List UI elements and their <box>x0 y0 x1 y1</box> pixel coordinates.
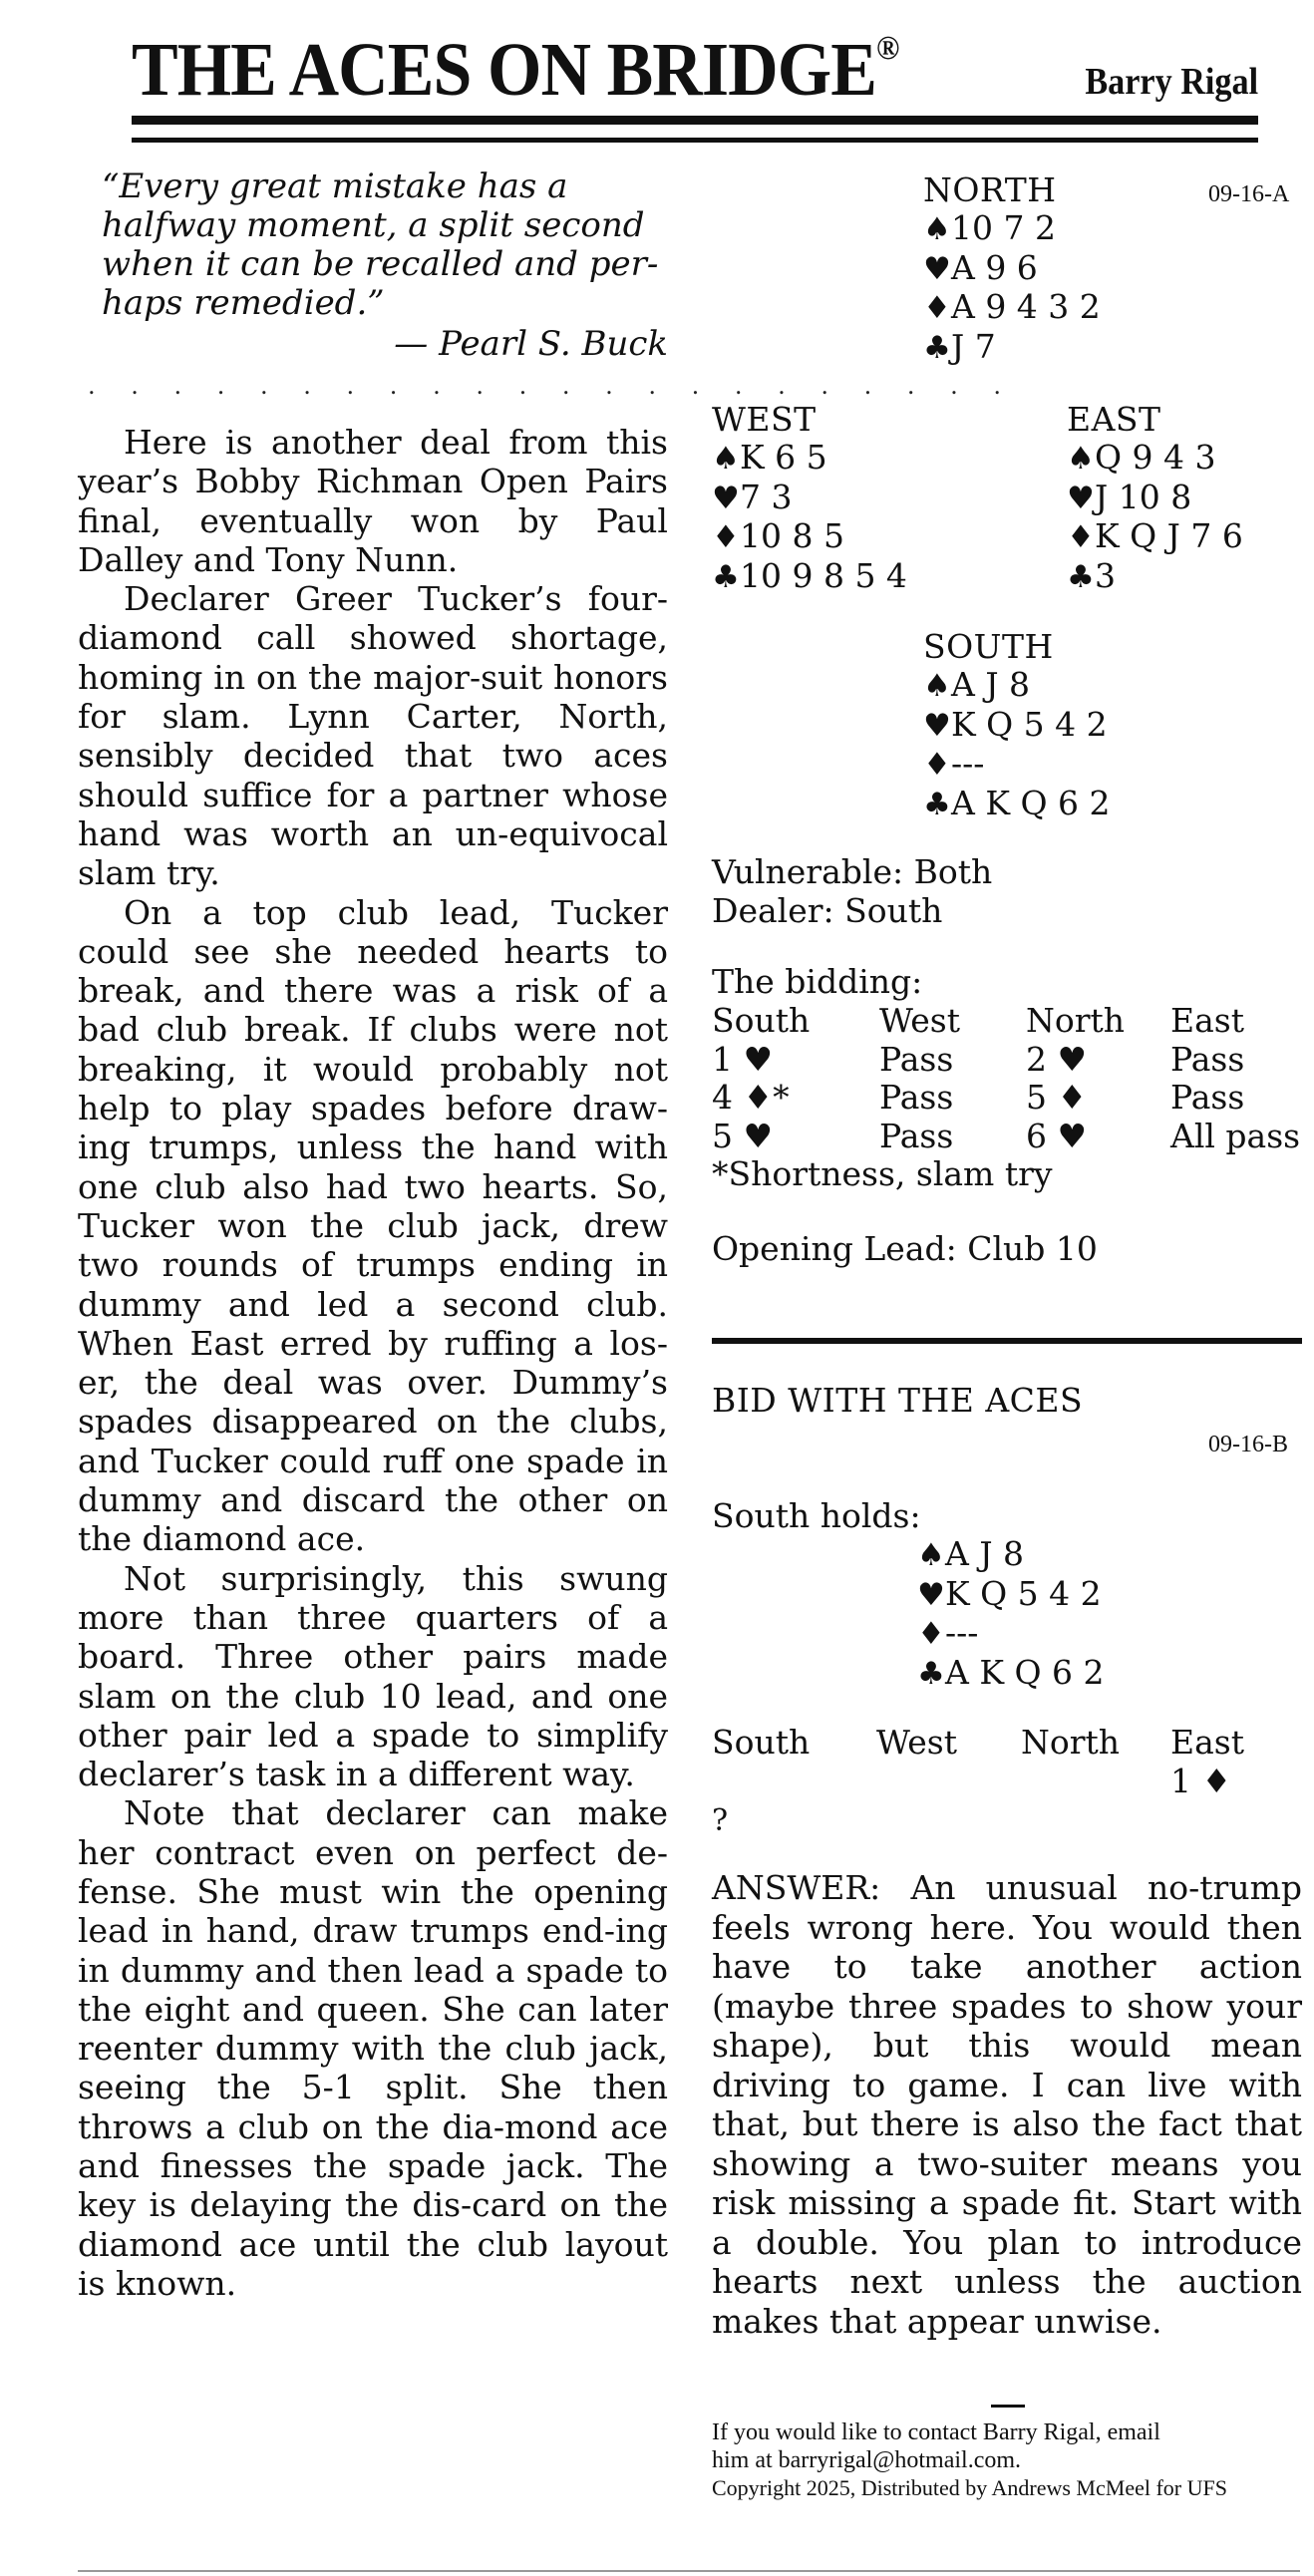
hearts-holding <box>712 479 907 518</box>
spades-holding <box>917 1535 1105 1575</box>
spades-holding <box>712 439 907 479</box>
quote-line: “Every great mistake has a <box>102 166 568 206</box>
diamond-icon: ♦ <box>917 1616 945 1652</box>
clubs-holding <box>917 1654 1105 1694</box>
auction-east-bid: 1 ♦ <box>1170 1761 1232 1800</box>
heart-icon: ♥ <box>923 707 951 744</box>
answer-text: ANSWER: An unusual no-trump feels wrong here. You would then have to take another action (maybe three spades to show your shape), but this would mean driving to game. I can live with that, but there is also the fact that showing a two-suiter means you risk missing a spade fit. Start with a double. You plan to introduce hearts next unless the auction makes that appear unwise. <box>712 1868 1302 2341</box>
column-title <box>132 28 899 112</box>
heart-icon: ♥ <box>917 1576 945 1613</box>
article-paragraph: Here is another deal from this year’s Bobby Richman Open Pairs final, eventually won by Paul Dalley and Tony Nunn. <box>78 423 668 579</box>
hand-label-south: SOUTH <box>923 627 1054 666</box>
bid-cell: Pass <box>879 1039 954 1079</box>
club-icon: ♣ <box>923 786 951 822</box>
hearts-holding <box>923 706 1111 746</box>
spade-icon: ♠ <box>917 1537 945 1573</box>
hand-label-west: WEST <box>712 400 817 439</box>
columnist-name: Barry Rigal <box>1085 61 1258 103</box>
hand-label-north: NORTH <box>923 170 1057 209</box>
diamonds-holding <box>923 745 1111 785</box>
footer <box>712 2418 1310 2502</box>
quote-line: halfway moment, a split second <box>102 205 645 245</box>
club-icon: ♣ <box>923 329 951 366</box>
bidding-header-cell: South <box>712 1001 811 1040</box>
auction-question: ? <box>712 1803 729 1838</box>
quote-attribution: — Pearl S. Buck <box>394 324 668 364</box>
north-hearts: A 9 6 <box>951 247 1038 287</box>
south-hand <box>923 628 1111 823</box>
auction-header-cell: East <box>1170 1723 1244 1762</box>
south-hearts: K Q 5 4 2 <box>951 704 1108 744</box>
north-spades: 10 7 2 <box>951 208 1056 247</box>
column-title-text: THE ACES ON BRIDGE <box>132 28 876 112</box>
bidding-header-cell: North <box>1026 1001 1126 1040</box>
west-hearts: 7 3 <box>740 477 793 516</box>
spade-icon: ♠ <box>923 211 951 247</box>
article-paragraph: Note that declarer can make her contract even on perfect de-fense. She must win the opening lead in hand, draw trumps end-ing in dummy and then lead a spade to the eight and queen. She can later reenter dummy with the club jack, seeing the 5-1 split. She then throws a club on the dia-mond ace and finesses the spade jack. The key is delaying the dis-card on the diamond ace until the club layout is known. <box>78 1793 668 2303</box>
auction-row <box>712 1762 1302 1800</box>
west-diamonds: 10 8 5 <box>740 516 844 555</box>
answer-end-rule <box>991 2405 1025 2408</box>
hearts-holding <box>1067 479 1243 518</box>
auction-table <box>712 1723 1302 1842</box>
club-icon: ♣ <box>1067 558 1095 595</box>
registered-mark: ® <box>875 30 899 67</box>
spade-icon: ♠ <box>1067 441 1095 477</box>
heart-icon: ♥ <box>1067 480 1095 516</box>
vulnerability: Vulnerable: Both <box>712 852 993 891</box>
clubs-holding <box>923 328 1101 368</box>
south-clubs: A K Q 6 2 <box>951 783 1111 822</box>
masthead <box>132 22 1258 112</box>
spade-icon: ♠ <box>712 441 740 477</box>
bidding-label: The bidding: <box>712 962 923 1001</box>
bidding-header-cell: West <box>879 1001 960 1040</box>
north-clubs: J 7 <box>951 326 996 366</box>
diamonds-holding <box>712 517 907 557</box>
contact-line: him at barryrigal@hotmail.com. <box>712 2447 1022 2473</box>
bid-cell: 6 ♥ <box>1026 1116 1088 1155</box>
epigraph-quote <box>78 167 668 323</box>
problem-diamonds: --- <box>945 1613 979 1652</box>
spades-holding <box>923 209 1101 249</box>
south-holds-label: South holds: <box>712 1496 921 1535</box>
diamonds-holding <box>923 288 1101 328</box>
diamond-icon: ♦ <box>923 290 951 326</box>
auction-header-cell: South <box>712 1723 811 1762</box>
bid-cell: Pass <box>879 1078 954 1117</box>
spades-holding <box>923 666 1111 706</box>
bottom-rule <box>78 2570 1300 2572</box>
bid-cell: 5 ♦ <box>1026 1078 1088 1117</box>
south-spades: A J 8 <box>951 665 1031 704</box>
bid-section-code: 09-16-B <box>1208 1432 1288 1457</box>
east-diamonds: K Q J 7 6 <box>1095 516 1243 555</box>
deal-conditions <box>712 853 992 930</box>
section-divider <box>712 1338 1302 1344</box>
problem-hearts: K Q 5 4 2 <box>945 1573 1102 1613</box>
bid-cell: Pass <box>1170 1039 1245 1079</box>
club-icon: ♣ <box>917 1655 945 1692</box>
auction-header-row <box>712 1723 1302 1762</box>
heart-icon: ♥ <box>712 480 740 516</box>
bid-section-heading: BID WITH THE ACES <box>712 1381 1084 1420</box>
problem-spades: A J 8 <box>945 1534 1025 1573</box>
bid-cell: 1 ♥ <box>712 1039 774 1079</box>
auction-header-cell: North <box>1021 1723 1121 1762</box>
bidding-note: *Shortness, slam try <box>712 1154 1053 1193</box>
east-hand <box>1067 401 1243 596</box>
club-icon: ♣ <box>712 558 740 595</box>
hand-label-east: EAST <box>1067 400 1161 439</box>
clubs-holding <box>923 785 1111 824</box>
east-clubs: 3 <box>1095 555 1116 595</box>
bid-cell: 5 ♥ <box>712 1116 774 1155</box>
bid-cell: 4 ♦* <box>712 1078 790 1117</box>
quote-line: haps remedied.” <box>102 283 385 323</box>
clubs-holding <box>1067 557 1243 597</box>
diamonds-holding <box>1067 517 1243 557</box>
heart-icon: ♥ <box>923 250 951 287</box>
article-body <box>78 423 668 2303</box>
diamonds-holding <box>917 1614 1105 1654</box>
diamond-icon: ♦ <box>923 747 951 783</box>
dealer: Dealer: South <box>712 890 943 930</box>
auction-header-cell: West <box>876 1723 957 1762</box>
hearts-holding <box>917 1575 1105 1615</box>
article-paragraph: Declarer Greer Tucker’s four-diamond call showed shortage, homing in on the major-suit honors for slam. Lynn Carter, North, sensibly decided that two aces should suffice for a partner whose hand was worth an un-equivocal slam try. <box>78 579 668 893</box>
clubs-holding <box>712 557 907 597</box>
deal-code: 09-16-A <box>1208 181 1290 207</box>
spades-holding <box>1067 439 1243 479</box>
bid-cell: 2 ♥ <box>1026 1039 1088 1079</box>
auction-row <box>712 1797 1302 1836</box>
diamond-icon: ♦ <box>1067 519 1095 555</box>
opening-lead: Opening Lead: Club 10 <box>712 1229 1098 1268</box>
masthead-rule-top <box>132 116 1258 125</box>
article-paragraph: On a top club lead, Tucker could see she needed hearts to break, and there was a risk of a bad club break. If clubs were not breaking, it would probably not help to play spades before draw-ing trumps, unless the hand with one club also had two hearts. So, Tucker won the club jack, drew two rounds of trumps ending in dummy and led a second club. When East erred by ruffing a los-er, the deal was over. Dummy’s spades disappeared on the clubs, and Tucker could ruff one spade in dummy and discard the other on the diamond ace. <box>78 892 668 1559</box>
hearts-holding <box>923 249 1101 289</box>
bid-cell: Pass <box>879 1116 954 1155</box>
east-spades: Q 9 4 3 <box>1095 438 1216 477</box>
east-hearts: J 10 8 <box>1095 477 1192 516</box>
south-diamonds: --- <box>951 744 985 783</box>
west-spades: K 6 5 <box>740 438 827 477</box>
contact-line: If you would like to contact Barry Rigal, email <box>712 2419 1160 2445</box>
copyright-line: Copyright 2025, Distributed by Andrews McMeel for UFS <box>712 2475 1227 2500</box>
bidding-header-cell: East <box>1170 1001 1244 1040</box>
west-hand <box>712 401 907 596</box>
masthead-rule-bottom <box>132 138 1258 143</box>
diamond-icon: ♦ <box>712 519 740 555</box>
quote-line: when it can be recalled and per- <box>102 244 659 284</box>
problem-clubs: A K Q 6 2 <box>945 1652 1105 1692</box>
dotted-separator: . . . . . . . . . . . . . . . . . . . . . . <box>88 372 1016 400</box>
north-hand <box>923 171 1101 367</box>
spade-icon: ♠ <box>923 668 951 704</box>
north-diamonds: A 9 4 3 2 <box>951 287 1101 326</box>
bid-cell: Pass <box>1170 1078 1245 1117</box>
bid-cell: All pass <box>1170 1116 1301 1155</box>
problem-hand <box>917 1535 1105 1693</box>
west-clubs: 10 9 8 5 4 <box>740 555 907 595</box>
article-paragraph: Not surprisingly, this swung more than three quarters of a board. Three other pairs made slam on the club 10 lead, and one other pair led a spade to simplify declarer’s task in a different way. <box>78 1558 668 1794</box>
